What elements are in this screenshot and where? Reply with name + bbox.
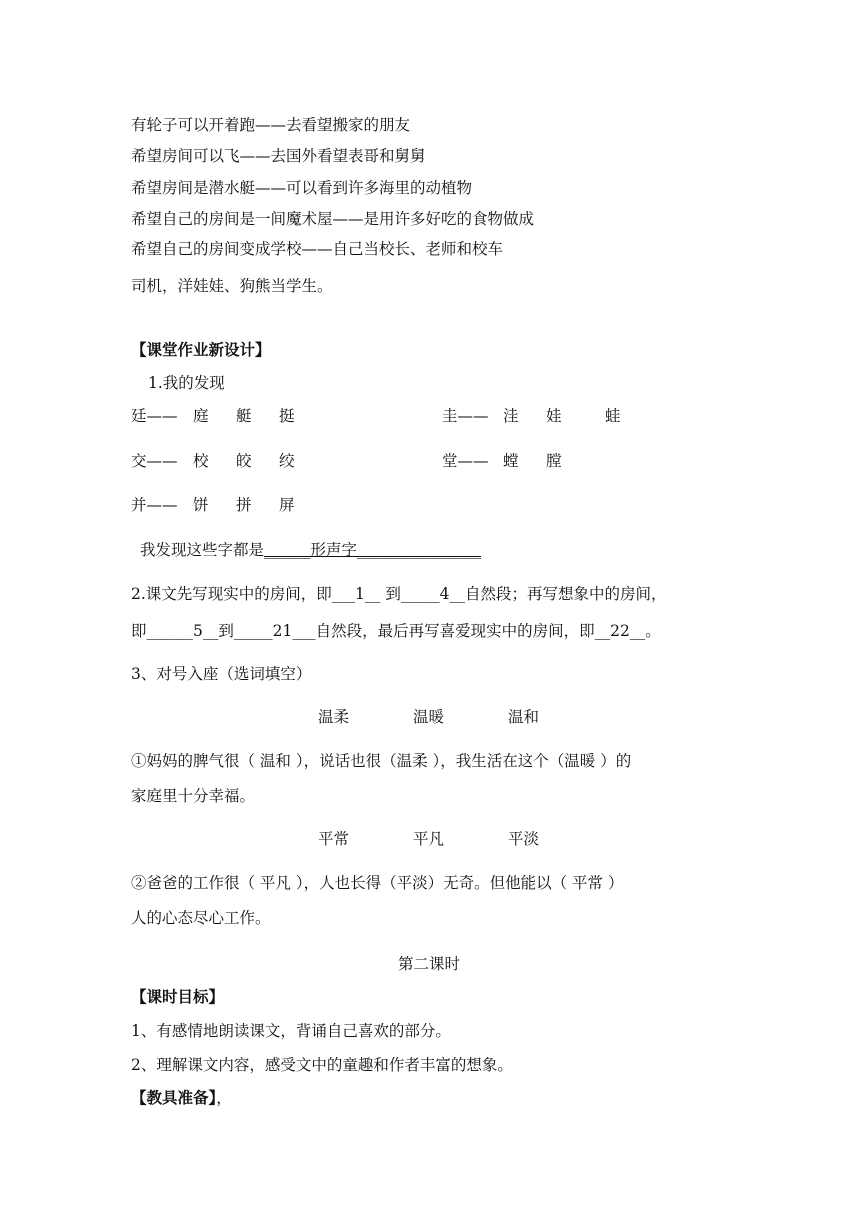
word-choice: 平淡: [508, 830, 540, 848]
char-root: 廷——: [131, 407, 178, 425]
section-heading-homework: 【课堂作业新设计】: [131, 341, 271, 359]
question-1-title: 1.我的发现: [148, 374, 225, 392]
tools-line: [131, 1088, 232, 1108]
intro-line: 希望房间是潜水艇——可以看到许多海里的动植物: [131, 179, 473, 197]
char: 艇: [236, 407, 252, 425]
char: 蛙: [605, 407, 621, 425]
char-root: 交——: [131, 452, 178, 470]
lesson-title: 第二课时: [398, 955, 461, 973]
sentence-line: ②爸爸的工作很（ 平凡 ），人也长得（平淡）无奇。但他能以（ 平常 ）: [131, 874, 624, 892]
word-choice: 平凡: [413, 830, 445, 848]
word-choice: 平常: [318, 830, 350, 848]
char: 校: [193, 452, 209, 470]
section-heading-tools: 【教具准备】: [131, 1089, 217, 1107]
char: 洼: [503, 407, 519, 425]
tools-suffix: ，: [216, 1089, 232, 1107]
char-root: 圭——: [442, 407, 489, 425]
intro-line: 希望房间可以飞——去国外看望表哥和舅舅: [131, 147, 426, 165]
char-root: 堂——: [442, 452, 489, 470]
sentence-line: 人的心态尽心工作。: [131, 909, 271, 927]
char: 屏: [279, 496, 295, 514]
char: 饼: [193, 496, 209, 514]
word-choice: 温柔: [318, 708, 350, 726]
char: 庭: [193, 407, 209, 425]
char: 皎: [236, 452, 252, 470]
intro-line: 希望自己的房间是一间魔术屋——是用许多好吃的食物做成: [131, 210, 535, 228]
finding-prefix: 我发现这些字都是: [140, 541, 265, 559]
intro-line: 有轮子可以开着跑——去看望搬家的朋友: [131, 116, 411, 134]
char: 绞: [279, 452, 295, 470]
question-3-title: 3、对号入座（选词填空）: [131, 665, 312, 683]
goal-item: 1、有感情地朗读课文，背诵自己喜欢的部分。: [131, 1022, 451, 1040]
sentence-line: ①妈妈的脾气很（ 温和 ），说话也很（温柔 ），我生活在这个（温暖 ）的: [131, 752, 632, 770]
word-choice: 温暖: [413, 708, 445, 726]
question-2-line: 2.课文先写现实中的房间，即___1__ 到_____4__自然段；再写想象中的房间，: [131, 585, 667, 603]
char: 膛: [546, 452, 562, 470]
word-choice: 温和: [508, 708, 540, 726]
intro-line: 希望自己的房间变成学校——自己当校长、老师和校车: [131, 240, 504, 258]
section-heading-goals: 【课时目标】: [131, 988, 225, 1006]
sentence-line: 家庭里十分幸福。: [131, 787, 256, 805]
char: 螳: [503, 452, 519, 470]
finding-line: [140, 540, 481, 560]
char: 娃: [546, 407, 562, 425]
intro-line: 司机，洋娃娃、狗熊当学生。: [131, 277, 333, 295]
char: 拼: [236, 496, 252, 514]
goal-item: 2、理解课文内容，感受文中的童趣和作者丰富的想象。: [131, 1056, 513, 1074]
finding-answer: ______形声字________________: [264, 541, 482, 559]
question-2-line: 即______5__到_____21___自然段，最后再写喜爱现实中的房间，即__22__。: [131, 622, 661, 640]
char: 挺: [279, 407, 295, 425]
char-root: 并——: [131, 496, 178, 514]
